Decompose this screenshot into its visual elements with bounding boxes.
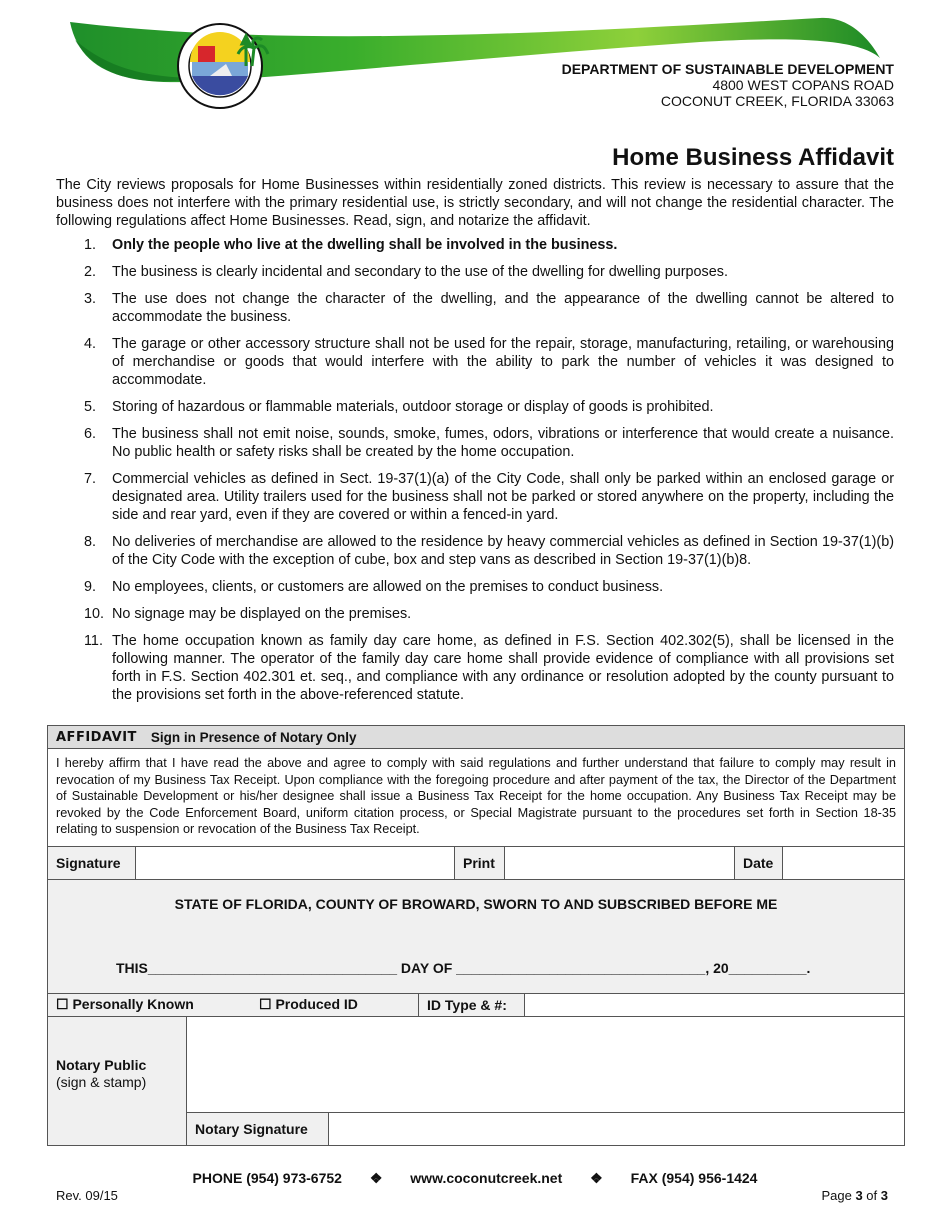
page-number: Page 3 of 3: [821, 1188, 888, 1203]
signature-label: Signature: [48, 847, 136, 879]
date-label: Date: [735, 847, 783, 879]
footer-fax: FAX (954) 956-1424: [630, 1170, 758, 1186]
notary-signature-label: Notary Signature: [187, 1113, 329, 1145]
list-item: 8. No deliveries of merchandise are allowed to the residence by heavy commercial vehicles as defined in Section 19-37(1)(b) of the City Code with the exception of cube, box and step vans as described in Section 19-37(1)(b)8.: [84, 534, 894, 568]
list-item: 1. Only the people who live at the dwelling shall be involved in the business.: [84, 237, 618, 253]
diamond-icon: ❖: [590, 1170, 603, 1186]
personally-known-checkbox[interactable]: ☐ Personally Known: [56, 996, 194, 1012]
notary-label-cell: [48, 1017, 187, 1145]
print-label: Print: [455, 847, 505, 879]
signature-field[interactable]: [136, 847, 455, 879]
regulations-list: [56, 236, 894, 713]
list-item: 9. No employees, clients, or customers are allowed on the premises to conduct business.: [84, 579, 664, 595]
affidavit-heading: AFFIDAVIT: [56, 729, 137, 745]
list-item: 6. The business shall not emit noise, sounds, smoke, fumes, odors, vibrations or interference that would create a nuisance. No public health or safety risks shall be created by the home occupation.: [84, 426, 894, 460]
affidavit-header: [48, 726, 904, 749]
department-address: [562, 61, 894, 109]
date-field[interactable]: [783, 847, 904, 879]
list-item: 2. The business is clearly incidental and secondary to the use of the dwelling for dwelling purposes.: [84, 264, 728, 280]
address-line-2: COCONUT CREEK, FLORIDA 33063: [660, 93, 894, 109]
list-item: 4. The garage or other accessory structure shall not be used for the repair, storage, manufacturing, retailing, or warehousing of merchandise or goods that would interfere with the ability to park the number of vehicles it was designed to accommodate.: [84, 336, 894, 388]
dept-name: DEPARTMENT OF SUSTAINABLE DEVELOPMENT: [561, 61, 894, 77]
notary-section: [48, 1017, 904, 1145]
diamond-icon: ❖: [369, 1170, 383, 1186]
address-line-1: 4800 WEST COPANS ROAD: [712, 77, 894, 93]
revision-date: Rev. 09/15: [56, 1188, 118, 1203]
produced-id-checkbox[interactable]: ☐ Produced ID: [251, 994, 419, 1016]
notary-jurat: [48, 880, 904, 994]
signature-row: [48, 847, 904, 880]
list-item: 5. Storing of hazardous or flammable materials, outdoor storage or display of goods is prohibited.: [84, 399, 714, 415]
affidavit-statement: I hereby affirm that I have read the above and agree to comply with said regulations and further understand that failure to comply may result in revocation of my Business Tax Receipt. Upon compliance with the foregoing procedure and after payment of the tax, the Director of the Department of Sustainable Development or his/her designee shall issue a Business Tax Receipt for the home occupation. Any Business Tax Receipt may be revoked by the Code Enforcement Board, uniform citation process, or Special Magistrate pursuant to the procedures set forth in Section 18-35 relating to suspension or revocation of the Business Tax Receipt.: [48, 749, 904, 847]
affidavit-subheading: Sign in Presence of Notary Only: [150, 729, 357, 745]
list-item: 10. No signage may be displayed on the premises.: [84, 606, 412, 622]
notary-signature-field[interactable]: [329, 1113, 904, 1145]
day-line[interactable]: THIS________________________________ DAY OF ________________________________, 20__________.: [116, 959, 811, 976]
notary-stamp-area[interactable]: [187, 1017, 904, 1113]
page-title: Home Business Affidavit: [612, 144, 894, 171]
list-item: 7. Commercial vehicles as defined in Sect. 19-37(1)(a) of the City Code, shall only be parked within an enclosed garage or designated area. Utility trailers used for the business shall not be parked or stored anywhere on the property, including the side and rear yard, even if they are covered or within a fenced-in yard.: [84, 471, 894, 523]
notary-public-label: Notary Public: [56, 1056, 147, 1073]
list-item: 3. The use does not change the character of the dwelling, and the appearance of the dwelling cannot be altered to accommodate the business.: [84, 291, 894, 325]
state-county-line: STATE OF FLORIDA, COUNTY OF BROWARD, SWORN TO AND SUBSCRIBED BEFORE ME: [174, 895, 778, 912]
footer-contact: [0, 1170, 950, 1187]
intro-paragraph: The City reviews proposals for Home Businesses within residentially zoned districts. This review is necessary to assure that the business does not interfere with the primary residential use, is strictly secondary, and will not change the residential character. The following regulations affect Home Businesses. Read, sign, and notarize the affidavit.: [56, 177, 894, 229]
identification-row: [48, 994, 904, 1017]
list-item: 11. The home occupation known as family day care home, as defined in F.S. Section 402.302(5), shall be licensed in the following manner. The operator of the family day care home shall provide evidence of compliance with all provisions set forth in F.S. Section 402.301 et. seq., and compliance with any ordinance or resolution adopted by the county pursuant to the provisions set forth in the above-referenced statute.: [84, 633, 894, 703]
affidavit-form: [47, 725, 905, 1146]
city-seal: [178, 24, 262, 108]
id-type-label: ID Type & #:: [419, 994, 525, 1016]
sign-stamp-label: (sign & stamp): [56, 1073, 147, 1090]
id-type-field[interactable]: [525, 994, 904, 1016]
footer-phone: PHONE (954) 973-6752: [192, 1170, 342, 1186]
footer-website[interactable]: www.coconutcreek.net: [410, 1170, 563, 1186]
print-field[interactable]: [505, 847, 735, 879]
